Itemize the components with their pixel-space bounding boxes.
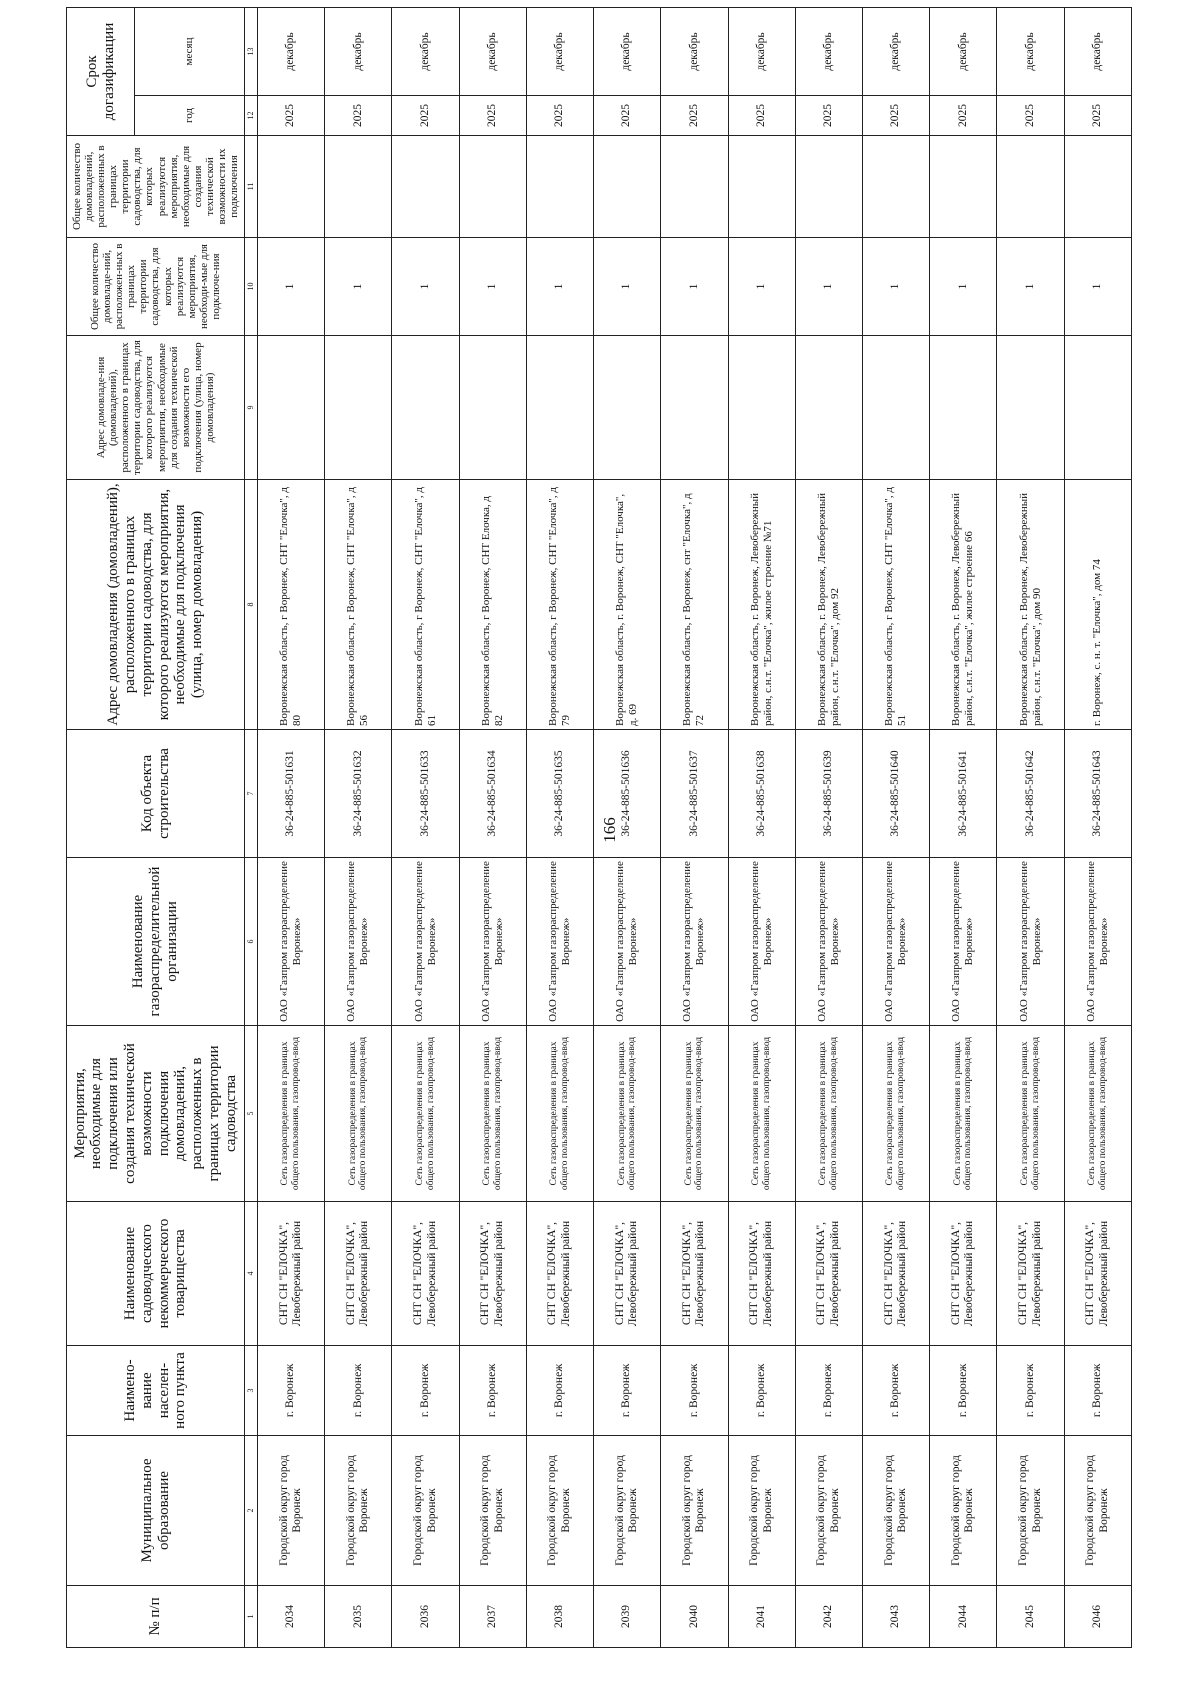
row-number: 2037 [459, 1586, 526, 1648]
address-cell: Воронежская область, г Воронеж, СНТ "Елочка", д 56 [325, 480, 392, 730]
row-number: 2043 [862, 1586, 929, 1648]
count-cell: 1 [728, 238, 795, 336]
header-settlement: Наимено-вание населен-ного пункта [67, 1346, 245, 1436]
address-capability-cell [258, 336, 325, 480]
measures-cell: Сеть газораспределения в границах общего пользования, газопровод-ввод [728, 1026, 795, 1202]
row-number: 2045 [997, 1586, 1064, 1648]
settlement-cell: г. Воронеж [325, 1346, 392, 1436]
measures-cell: Сеть газораспределения в границах общего пользования, газопровод-ввод [661, 1026, 728, 1202]
month-cell: декабрь [728, 7, 795, 95]
year-cell: 2025 [459, 96, 526, 136]
count-capability-cell [392, 136, 459, 238]
month-cell: декабрь [997, 7, 1064, 95]
table-row [795, 7, 862, 1647]
year-cell: 2025 [594, 96, 661, 136]
gas-org-cell: ОАО «Газпром газораспределение Воронеж» [392, 858, 459, 1026]
header-number: № п/п [67, 1586, 245, 1648]
gas-org-cell: ОАО «Газпром газораспределение Воронеж» [997, 858, 1064, 1026]
month-cell: декабрь [661, 7, 728, 95]
table-row [459, 7, 526, 1647]
address-capability-cell [459, 336, 526, 480]
settlement-cell: г. Воронеж [258, 1346, 325, 1436]
column-number-cell: 3 [245, 1346, 258, 1436]
object-code-cell: 36-24-885-501633 [392, 730, 459, 858]
table-row [325, 7, 392, 1647]
measures-cell: Сеть газораспределения в границах общего пользования, газопровод-ввод [392, 1026, 459, 1202]
settlement-cell: г. Воронеж [594, 1346, 661, 1436]
settlement-cell: г. Воронеж [930, 1346, 997, 1436]
object-code-cell: 36-24-885-501640 [862, 730, 929, 858]
count-capability-cell [526, 136, 593, 238]
gas-org-cell: ОАО «Газпром газораспределение Воронеж» [526, 858, 593, 1026]
table-row [661, 7, 728, 1647]
snt-cell: СНТ СН "ЕЛОЧКА", Левобережный район [795, 1202, 862, 1346]
year-cell: 2025 [258, 96, 325, 136]
year-cell: 2025 [661, 96, 728, 136]
object-code-cell: 36-24-885-501641 [930, 730, 997, 858]
object-code-cell: 36-24-885-501632 [325, 730, 392, 858]
year-cell: 2025 [325, 96, 392, 136]
snt-cell: СНТ СН "ЕЛОЧКА", Левобережный район [526, 1202, 593, 1346]
snt-cell: СНТ СН "ЕЛОЧКА", Левобережный район [258, 1202, 325, 1346]
page-number: 166 [600, 817, 619, 843]
column-number-cell: 6 [245, 858, 258, 1026]
column-number-cell: 13 [245, 7, 258, 95]
settlement-cell: г. Воронеж [661, 1346, 728, 1436]
object-code-cell: 36-24-885-501636 [594, 730, 661, 858]
rotated-table-wrapper [66, 22, 1132, 1648]
count-capability-cell [258, 136, 325, 238]
count-cell: 1 [862, 238, 929, 336]
count-cell: 1 [258, 238, 325, 336]
municipality-cell: Городской округ город Воронеж [728, 1436, 795, 1586]
count-cell: 1 [661, 238, 728, 336]
municipality-cell: Городской округ город Воронеж [997, 1436, 1064, 1586]
row-number: 2041 [728, 1586, 795, 1648]
address-capability-cell [594, 336, 661, 480]
snt-cell: СНТ СН "ЕЛОЧКА", Левобережный район [594, 1202, 661, 1346]
header-address-capability: Адрес домовладе-ния (домовладений), расположенного в границах территории садоводства, для которого реализуются мероприятия, необходимые для создания технической возможности его подключения (улица, номер домовладения) [67, 336, 245, 480]
column-number-cell: 4 [245, 1202, 258, 1346]
count-capability-cell [930, 136, 997, 238]
count-cell: 1 [997, 238, 1064, 336]
municipality-cell: Городской округ город Воронеж [392, 1436, 459, 1586]
snt-cell: СНТ СН "ЕЛОЧКА", Левобережный район [459, 1202, 526, 1346]
address-capability-cell [325, 336, 392, 480]
gas-org-cell: ОАО «Газпром газораспределение Воронеж» [1064, 858, 1131, 1026]
year-cell: 2025 [795, 96, 862, 136]
table-row [728, 7, 795, 1647]
measures-cell: Сеть газораспределения в границах общего пользования, газопровод-ввод [526, 1026, 593, 1202]
municipality-cell: Городской округ город Воронеж [661, 1436, 728, 1586]
row-number: 2034 [258, 1586, 325, 1648]
table-row [392, 7, 459, 1647]
month-cell: декабрь [930, 7, 997, 95]
snt-cell: СНТ СН "ЕЛОЧКА", Левобережный район [728, 1202, 795, 1346]
snt-cell: СНТ СН "ЕЛОЧКА", Левобережный район [392, 1202, 459, 1346]
count-cell: 1 [325, 238, 392, 336]
header-row-1 [67, 7, 135, 1647]
month-cell: декабрь [594, 7, 661, 95]
month-cell: декабрь [325, 7, 392, 95]
object-code-cell: 36-24-885-501638 [728, 730, 795, 858]
column-number-cell: 5 [245, 1026, 258, 1202]
address-cell: Воронежская область, г. Воронеж, Левобережный район, с.н.т. "Елочка", дом 92 [795, 480, 862, 730]
column-number-row [245, 7, 258, 1647]
gas-org-cell: ОАО «Газпром газораспределение Воронеж» [795, 858, 862, 1026]
column-number-cell: 1 [245, 1586, 258, 1648]
municipality-cell: Городской округ город Воронеж [325, 1436, 392, 1586]
municipality-cell: Городской округ город Воронеж [795, 1436, 862, 1586]
header-deadline-group: Срок догазификации [67, 7, 135, 135]
header-year: год [135, 96, 245, 136]
table-row [526, 7, 593, 1647]
measures-cell: Сеть газораспределения в границах общего пользования, газопровод-ввод [459, 1026, 526, 1202]
settlement-cell: г. Воронеж [526, 1346, 593, 1436]
count-cell: 1 [594, 238, 661, 336]
municipality-cell: Городской округ город Воронеж [526, 1436, 593, 1586]
address-cell: Воронежская область, г Воронеж, СНТ "Елочка", д 51 [862, 480, 929, 730]
address-capability-cell [1064, 336, 1131, 480]
year-cell: 2025 [997, 96, 1064, 136]
object-code-cell: 36-24-885-501637 [661, 730, 728, 858]
municipality-cell: Городской округ город Воронеж [862, 1436, 929, 1586]
address-cell: Воронежская область, г Воронеж, СНТ "Елочка", д 61 [392, 480, 459, 730]
measures-cell: Сеть газораспределения в границах общего пользования, газопровод-ввод [795, 1026, 862, 1202]
month-cell: декабрь [862, 7, 929, 95]
settlement-cell: г. Воронеж [997, 1346, 1064, 1436]
count-cell: 1 [392, 238, 459, 336]
table-row [997, 7, 1064, 1647]
snt-cell: СНТ СН "ЕЛОЧКА", Левобережный район [997, 1202, 1064, 1346]
year-cell: 2025 [392, 96, 459, 136]
table-row [258, 7, 325, 1647]
object-code-cell: 36-24-885-501639 [795, 730, 862, 858]
count-capability-cell [594, 136, 661, 238]
address-capability-cell [795, 336, 862, 480]
address-capability-cell [728, 336, 795, 480]
row-number: 2046 [1064, 1586, 1131, 1648]
header-snt-name: Наименование садоводческого некоммерческого товарищества [67, 1202, 245, 1346]
header-count-connection: Общее количество домовладе-ний, расположен-ных в границах территории садоводства, для которых реализуются мероприятия, необходи-мые для подключе-ния [67, 238, 245, 336]
municipality-cell: Городской округ город Воронеж [1064, 1436, 1131, 1586]
count-capability-cell [862, 136, 929, 238]
settlement-cell: г. Воронеж [795, 1346, 862, 1436]
gas-org-cell: ОАО «Газпром газораспределение Воронеж» [930, 858, 997, 1026]
header-measures: Мероприятия, необходимые для подключения или создания технической возможности подключения домовладений, расположенных в границах территории садоводства [67, 1026, 245, 1202]
count-capability-cell [325, 136, 392, 238]
header-municipality: Муниципальное образование [67, 1436, 245, 1586]
table-row [594, 7, 661, 1647]
settlement-cell: г. Воронеж [392, 1346, 459, 1436]
gas-org-cell: ОАО «Газпром газораспределение Воронеж» [258, 858, 325, 1026]
count-capability-cell [459, 136, 526, 238]
month-cell: декабрь [795, 7, 862, 95]
month-cell: декабрь [1064, 7, 1131, 95]
row-number: 2040 [661, 1586, 728, 1648]
settlement-cell: г. Воронеж [459, 1346, 526, 1436]
gas-org-cell: ОАО «Газпром газораспределение Воронеж» [594, 858, 661, 1026]
year-cell: 2025 [728, 96, 795, 136]
measures-cell: Сеть газораспределения в границах общего пользования, газопровод-ввод [1064, 1026, 1131, 1202]
address-cell: Воронежская область, г. Воронеж, Левобережный район, с.н.т. "Елочка", дом 90 [997, 480, 1064, 730]
address-cell: Воронежская область, г Воронеж, СНТ "Елочка", д 79 [526, 480, 593, 730]
row-number: 2036 [392, 1586, 459, 1648]
address-capability-cell [862, 336, 929, 480]
settlement-cell: г. Воронеж [728, 1346, 795, 1436]
row-number: 2044 [930, 1586, 997, 1648]
snt-cell: СНТ СН "ЕЛОЧКА", Левобережный район [930, 1202, 997, 1346]
settlement-cell: г. Воронеж [862, 1346, 929, 1436]
measures-cell: Сеть газораспределения в границах общего пользования, газопровод-ввод [325, 1026, 392, 1202]
municipality-cell: Городской округ город Воронеж [459, 1436, 526, 1586]
header-address-connection: Адрес домовладения (домовладений), расположенного в границах территории садоводства, для которого реализуются мероприятия, необходимые для подключения (улица, номер домовладения) [67, 480, 245, 730]
object-code-cell: 36-24-885-501643 [1064, 730, 1131, 858]
municipality-cell: Городской округ город Воронеж [258, 1436, 325, 1586]
measures-cell: Сеть газораспределения в границах общего пользования, газопровод-ввод [930, 1026, 997, 1202]
measures-cell: Сеть газораспределения в границах общего пользования, газопровод-ввод [862, 1026, 929, 1202]
row-number: 2038 [526, 1586, 593, 1648]
address-cell: Воронежская область, г. Воронеж, Левобережный район, с.н.т. "Елочка", жилое строение №71 [728, 480, 795, 730]
table-body [258, 7, 1132, 1647]
year-cell: 2025 [526, 96, 593, 136]
month-cell: декабрь [258, 7, 325, 95]
count-capability-cell [795, 136, 862, 238]
municipality-cell: Городской округ город Воронеж [594, 1436, 661, 1586]
snt-cell: СНТ СН "ЕЛОЧКА", Левобережный район [862, 1202, 929, 1346]
gasification-table [66, 7, 1132, 1648]
count-capability-cell [728, 136, 795, 238]
header-gas-org: Наименование газораспределительной организации [67, 858, 245, 1026]
count-capability-cell [997, 136, 1064, 238]
column-number-cell: 2 [245, 1436, 258, 1586]
address-cell: Воронежская область, г. Воронеж, СНТ "Елочка", д. 69 [594, 480, 661, 730]
address-capability-cell [661, 336, 728, 480]
address-cell: Воронежская область, г Воронеж, снт "Елочка", д 72 [661, 480, 728, 730]
snt-cell: СНТ СН "ЕЛОЧКА", Левобережный район [1064, 1202, 1131, 1346]
month-cell: декабрь [526, 7, 593, 95]
column-number-cell: 7 [245, 730, 258, 858]
year-cell: 2025 [1064, 96, 1131, 136]
object-code-cell: 36-24-885-501642 [997, 730, 1064, 858]
address-cell: Воронежская область, г Воронеж, СНТ Елочка, д 82 [459, 480, 526, 730]
gas-org-cell: ОАО «Газпром газораспределение Воронеж» [728, 858, 795, 1026]
column-number-cell: 8 [245, 480, 258, 730]
row-number: 2039 [594, 1586, 661, 1648]
address-cell: Воронежская область, г Воронеж, СНТ "Елочка", д 80 [258, 480, 325, 730]
count-cell: 1 [930, 238, 997, 336]
column-number-cell: 9 [245, 336, 258, 480]
measures-cell: Сеть газораспределения в границах общего пользования, газопровод-ввод [997, 1026, 1064, 1202]
header-count-capability: Общее количество домовладений, расположенных в границах территории садоводства, для которых реализуются мероприятия, необходимые для создания технической возможности их подключения [67, 136, 245, 238]
municipality-cell: Городской округ город Воронеж [930, 1436, 997, 1586]
gas-org-cell: ОАО «Газпром газораспределение Воронеж» [325, 858, 392, 1026]
gas-org-cell: ОАО «Газпром газораспределение Воронеж» [459, 858, 526, 1026]
count-cell: 1 [1064, 238, 1131, 336]
object-code-cell: 36-24-885-501634 [459, 730, 526, 858]
address-capability-cell [392, 336, 459, 480]
count-cell: 1 [526, 238, 593, 336]
column-number-cell: 10 [245, 238, 258, 336]
month-cell: декабрь [459, 7, 526, 95]
snt-cell: СНТ СН "ЕЛОЧКА", Левобережный район [325, 1202, 392, 1346]
count-capability-cell [1064, 136, 1131, 238]
address-cell: г. Воронеж, с. н. т. "Елочка", дом 74 [1064, 480, 1131, 730]
gas-org-cell: ОАО «Газпром газораспределение Воронеж» [661, 858, 728, 1026]
row-number: 2035 [325, 1586, 392, 1648]
count-cell: 1 [459, 238, 526, 336]
year-cell: 2025 [862, 96, 929, 136]
address-capability-cell [526, 336, 593, 480]
settlement-cell: г. Воронеж [1064, 1346, 1131, 1436]
table-row [862, 7, 929, 1647]
address-cell: Воронежская область, г. Воронеж, Левобережный район, с.н.т. "Елочка", жилое строение 66 [930, 480, 997, 730]
object-code-cell: 36-24-885-501631 [258, 730, 325, 858]
measures-cell: Сеть газораспределения в границах общего пользования, газопровод-ввод [258, 1026, 325, 1202]
count-cell: 1 [795, 238, 862, 336]
object-code-cell: 36-24-885-501635 [526, 730, 593, 858]
snt-cell: СНТ СН "ЕЛОЧКА", Левобережный район [661, 1202, 728, 1346]
measures-cell: Сеть газораспределения в границах общего пользования, газопровод-ввод [594, 1026, 661, 1202]
table-row [930, 7, 997, 1647]
address-capability-cell [930, 336, 997, 480]
year-cell: 2025 [930, 96, 997, 136]
column-number-cell: 11 [245, 136, 258, 238]
column-number-cell: 12 [245, 96, 258, 136]
count-capability-cell [661, 136, 728, 238]
header-month: месяц [135, 7, 245, 95]
table-row [1064, 7, 1131, 1647]
month-cell: декабрь [392, 7, 459, 95]
gas-org-cell: ОАО «Газпром газораспределение Воронеж» [862, 858, 929, 1026]
row-number: 2042 [795, 1586, 862, 1648]
address-capability-cell [997, 336, 1064, 480]
header-object-code: Код объекта строительства [67, 730, 245, 858]
